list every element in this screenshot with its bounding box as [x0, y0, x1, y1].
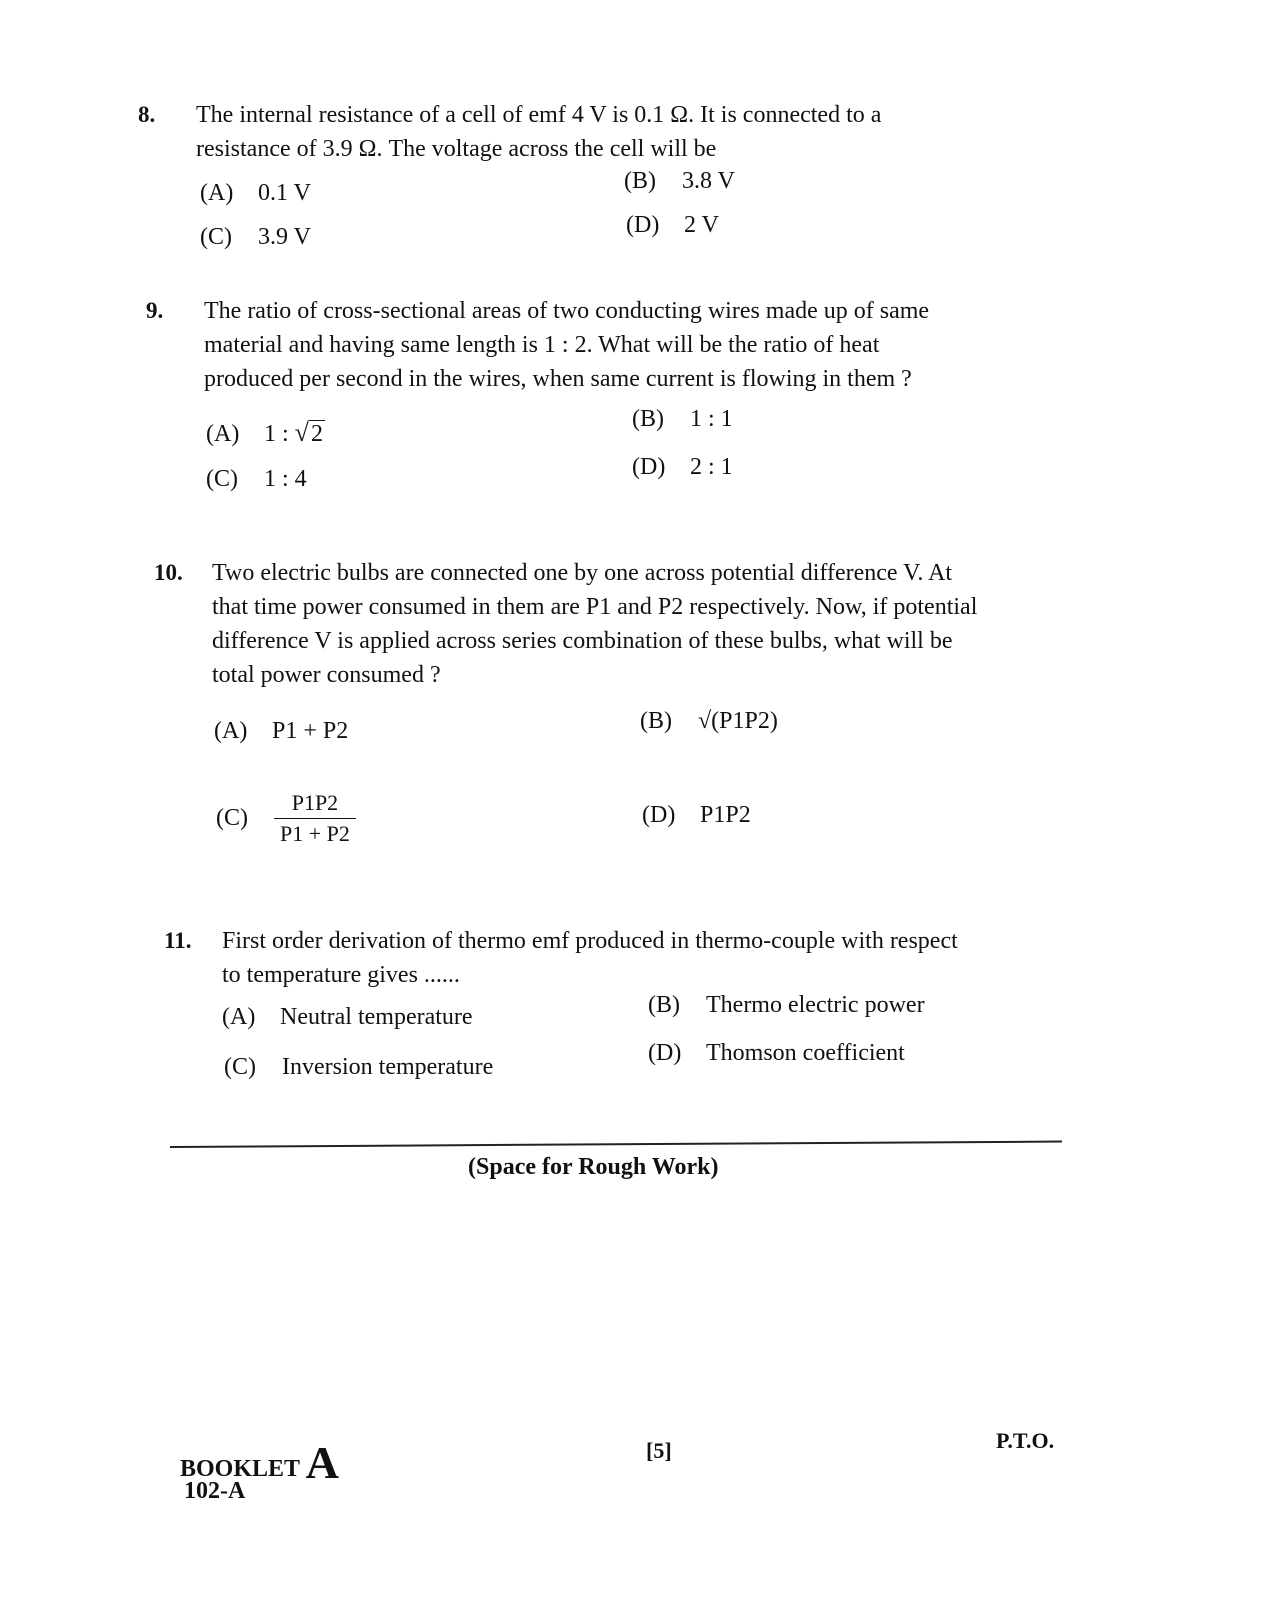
question-stem — [196, 98, 1046, 166]
question-stem — [204, 294, 1054, 396]
stem-line: The internal resistance of a cell of emf 4 V is 0.1 Ω. It is connected to a — [196, 102, 882, 128]
option-a: (A) 0.1 V — [200, 180, 311, 206]
option-d: (D) 2 V — [626, 212, 719, 238]
option-b: (B) 1 : 1 — [632, 406, 733, 432]
stem-line: difference V is applied across series combination of these bulbs, what will be — [212, 628, 953, 654]
stem-line: to temperature gives ...... — [222, 962, 460, 988]
question-stem — [212, 556, 1062, 692]
fraction — [274, 790, 356, 847]
stem-line: that time power consumed in them are P1 and P2 respectively. Now, if potential — [212, 594, 978, 620]
question-stem — [222, 924, 1072, 992]
question-number: 9. — [146, 298, 164, 323]
question-number: 10. — [154, 560, 183, 585]
option-text: P1P2 — [700, 802, 751, 828]
fraction-numerator: P1P2 — [291, 790, 339, 815]
divider-line — [170, 1141, 1062, 1148]
option-b: (B) 3.8 V — [624, 168, 735, 194]
rough-work-heading: (Space for Rough Work) — [468, 1154, 719, 1180]
option-text: Thermo electric power — [706, 992, 925, 1018]
stem-line: First order derivation of thermo emf produced in thermo-couple with respect — [222, 928, 958, 954]
square-root: √2 — [294, 418, 323, 447]
stem-line: total power consumed ? — [212, 662, 441, 688]
stem-line: produced per second in the wires, when same current is flowing in them ? — [204, 366, 912, 392]
option-text: Thomson coefficient — [706, 1040, 905, 1066]
option-text: Neutral temperature — [280, 1004, 473, 1030]
option-b: (B) √(P1P2) — [640, 708, 778, 734]
option-a: (A) P1 + P2 — [214, 718, 349, 744]
option-text: 3.9 V — [258, 224, 311, 250]
option-text: 1 : — [264, 421, 295, 447]
pto-label: P.T.O. — [996, 1428, 1055, 1453]
option-text: 1 : 1 — [690, 406, 733, 432]
stem-line: resistance of 3.9 Ω. The voltage across the cell will be — [196, 136, 717, 162]
stem-line: material and having same length is 1 : 2. What will be the ratio of heat — [204, 332, 880, 358]
stem-line: The ratio of cross-sectional areas of two conducting wires made up of same — [204, 298, 930, 324]
option-d: (D) Thomson coefficient — [648, 1040, 905, 1066]
option-text: Inversion temperature — [282, 1054, 494, 1080]
option-d: (D) P1P2 — [642, 802, 751, 828]
page-number: [5] — [646, 1438, 672, 1463]
option-a: (A) 1 : √2 — [206, 418, 323, 447]
option-c: (C) Inversion temperature — [224, 1054, 494, 1080]
option-c: (C) 1 : 4 — [206, 466, 307, 492]
option-c: (C) $\frac{P1P2}{P1 + P2}$ — [216, 790, 356, 847]
booklet-code: 102-A — [184, 1478, 246, 1504]
option-text: √(P1P2) — [698, 708, 778, 734]
option-text: 1 : 4 — [264, 466, 307, 492]
booklet-word: BOOKLET — [180, 1456, 300, 1482]
option-text: 2 : 1 — [690, 454, 733, 480]
option-text: 3.8 V — [682, 168, 735, 194]
question-number: 8. — [138, 102, 156, 127]
option-text: 0.1 V — [258, 180, 311, 206]
booklet-letter: A — [305, 1437, 339, 1488]
option-b: (B) Thermo electric power — [648, 992, 925, 1018]
option-a: (A) Neutral temperature — [222, 1004, 473, 1030]
option-c: (C) 3.9 V — [200, 224, 311, 250]
option-text: P1 + P2 — [272, 718, 349, 744]
question-number: 11. — [164, 928, 192, 953]
fraction-denominator: P1 + P2 — [274, 818, 356, 847]
stem-line: Two electric bulbs are connected one by one across potential difference V. At — [212, 560, 953, 586]
option-d: (D) 2 : 1 — [632, 454, 733, 480]
option-text: 2 V — [684, 212, 719, 238]
